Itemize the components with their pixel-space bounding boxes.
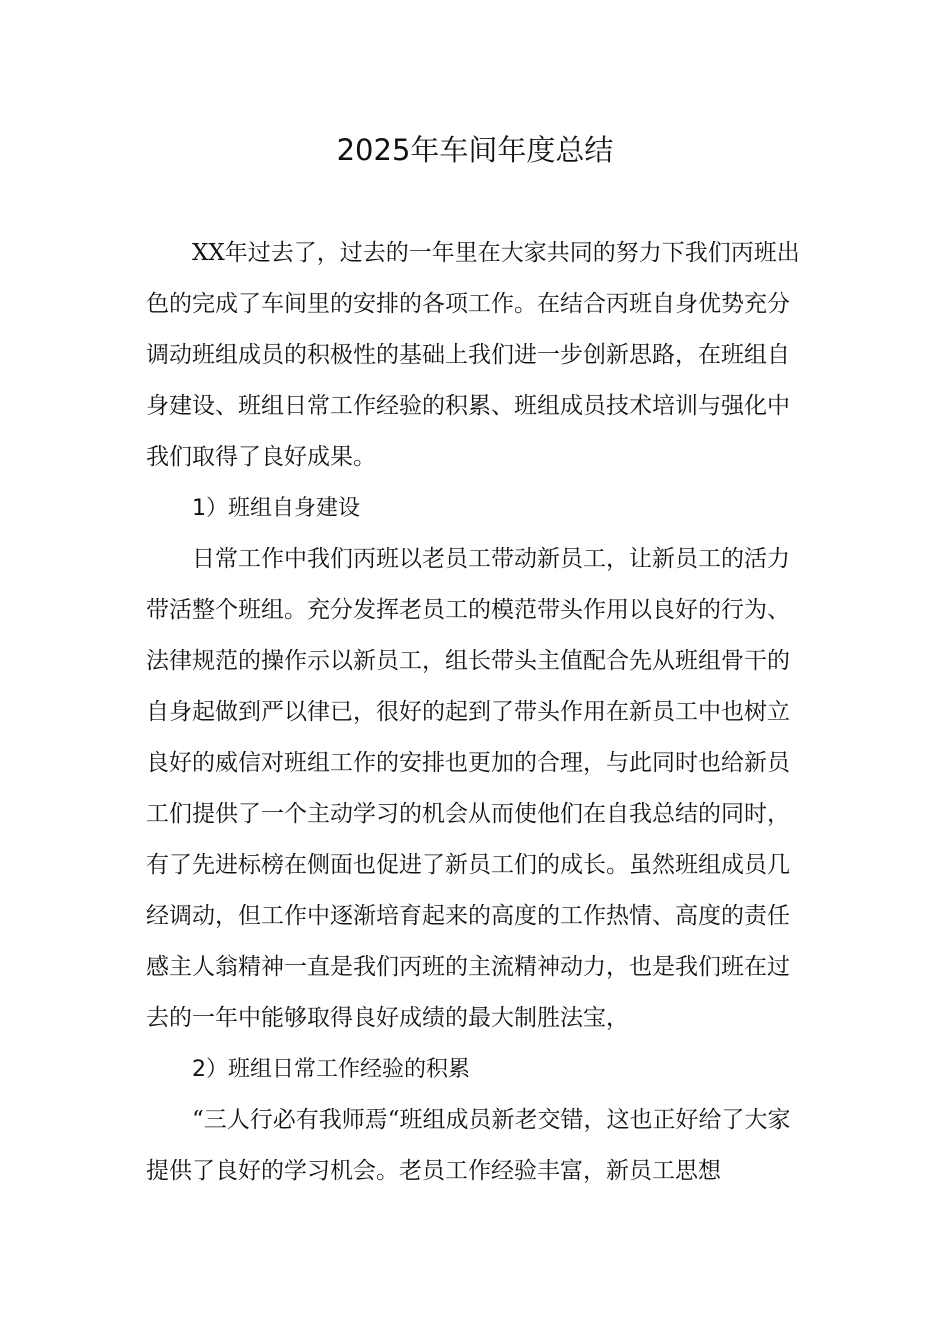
paragraph-team-building: 日常工作中我们丙班以老员工带动新员工，让新员工的活力带活整个班组。充分发挥老员工的模范带头作用以良好的行为、法律规范的操作示以新员工，组长带头主值配合先从班组骨干的自身起做到严以律已，很好的起到了带头作用在新员工中也树立良好的威信对班组工作的安排也更加的合理，与此同时也给新员工们提供了一个主动学习的机会从而使他们在自我总结的同时，有了先进标榜在侧面也促进了新员工们的成长。虽然班组成员几经调动，但工作中逐渐培育起来的高度的工作热情、高度的责任感主人翁精神一直是我们丙班的主流精神动力，也是我们班在过去的一年中能够取得良好成绩的最大制胜法宝，: [146, 546, 790, 1031]
document-body: [146, 228, 806, 1197]
document-title: 2025年车间年度总结: [336, 133, 614, 167]
section-heading-2: 2）班组日常工作经验的积累: [192, 1057, 470, 1082]
paragraph-intro: XX年过去了，过去的一年里在大家共同的努力下我们丙班出色的完成了车间里的安排的各项工作。在结合丙班自身优势充分调动班组成员的积极性的基础上我们进一步创新思路，在班组自身建设、班组日常工作经验的积累、班组成员技术培训与强化中我们取得了良好成果。: [146, 240, 800, 470]
paragraph-experience: “三人行必有我师焉“班组成员新老交错，这也正好给了大家提供了良好的学习机会。老员工作经验丰富，新员工思想: [146, 1107, 791, 1184]
section-heading-1: 1）班组自身建设: [192, 496, 360, 521]
